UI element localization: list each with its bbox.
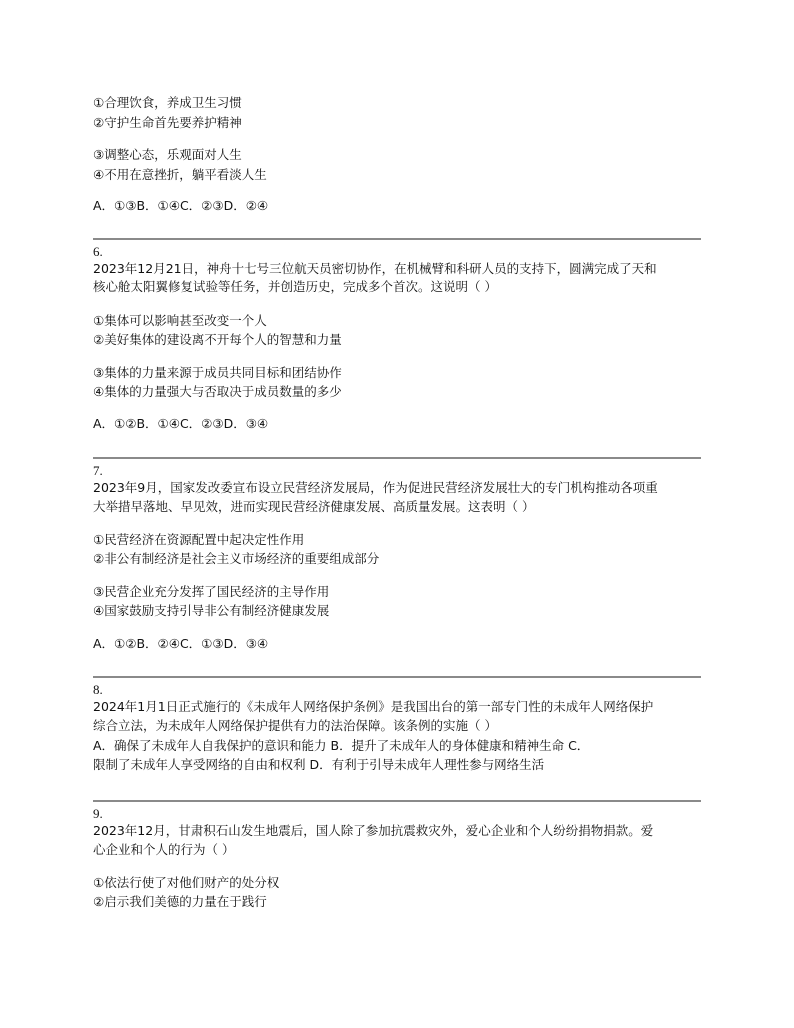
q6-option-4: ④集体的力量强大与否取决于成员数量的多少 [93, 384, 342, 399]
q5-option-2: ②守护生命首先要养护精神 [93, 115, 242, 130]
q6-option-3: ③集体的力量来源于成员共同目标和团结协作 [93, 365, 342, 380]
q8-stem-line-1: 2024年1月1日正式施行的《未成年人网络保护条例》是我国出台的第一部专门性的未成年人网络保护 [93, 699, 654, 714]
q7-stem-line-2: 大举措早落地、早见效，进而实现民营经济健康发展、高质量发展。这表明（ ） [93, 499, 535, 514]
q6-option-2: ②美好集体的建设离不开每个人的智慧和力量 [93, 332, 342, 347]
q6-option-1: ①集体可以影响甚至改变一个人 [93, 313, 267, 328]
q5-option-4: ④不用在意挫折，躺平看淡人生 [93, 167, 267, 182]
q5-answer-choices: A．①③B．①④C．②③D．②④ [93, 198, 269, 213]
q7-answer-choices: A．①②B．②④C．①③D．③④ [93, 636, 269, 651]
q7-option-1: ①民营经济在资源配置中起决定性作用 [93, 532, 305, 547]
q9-number: 9. [93, 806, 103, 821]
q8-answer-choices-line-1: A．确保了未成年人自我保护的意识和能力 B．提升了未成年人的身体健康和精神生命 C． [93, 738, 590, 753]
q5-option-3: ③调整心态，乐观面对人生 [93, 147, 242, 162]
q8-answer-choices-line-2: 限制了未成年人享受网络的自由和权利 D．有利于引导未成年人理性参与网络生活 [93, 757, 545, 772]
question-divider [93, 238, 701, 240]
question-divider [93, 800, 701, 802]
q5-option-1: ①合理饮食，养成卫生习惯 [93, 95, 242, 110]
q6-number: 6. [93, 244, 103, 259]
q8-number: 8. [93, 682, 103, 697]
q7-stem-line-1: 2023年9月，国家发改委宣布设立民营经济发展局，作为促进民营经济发展壮大的专门机构推动各项重 [93, 480, 658, 495]
question-divider [93, 676, 701, 678]
q6-answer-choices: A．①②B．①④C．②③D．③④ [93, 416, 269, 431]
q6-stem-line-1: 2023年12月21日，神舟十七号三位航天员密切协作，在机械臂和科研人员的支持下，圆满完成了天和 [93, 261, 657, 276]
q6-stem-line-2: 核心舱太阳翼修复试验等任务，并创造历史，完成多个首次。这说明（ ） [93, 279, 497, 294]
q7-option-2: ②非公有制经济是社会主义市场经济的重要组成部分 [93, 551, 380, 566]
q9-stem-line-1: 2023年12月，甘肃积石山发生地震后，国人除了参加抗震救灾外，爱心企业和个人纷纷捐物捐款。爱 [93, 823, 654, 838]
q7-option-3: ③民营企业充分发挥了国民经济的主导作用 [93, 584, 330, 599]
q7-option-4: ④国家鼓励支持引导非公有制经济健康发展 [93, 603, 330, 618]
q8-stem-line-2: 综合立法，为未成年人网络保护提供有力的法治保障。该条例的实施（ ） [93, 718, 497, 733]
q9-stem-line-2: 心企业和个人的行为（ ） [93, 842, 235, 857]
q7-number: 7. [93, 463, 103, 478]
q9-option-2: ②启示我们美德的力量在于践行 [93, 894, 267, 909]
question-divider [93, 457, 701, 459]
q9-option-1: ①依法行使了对他们财产的处分权 [93, 875, 280, 890]
